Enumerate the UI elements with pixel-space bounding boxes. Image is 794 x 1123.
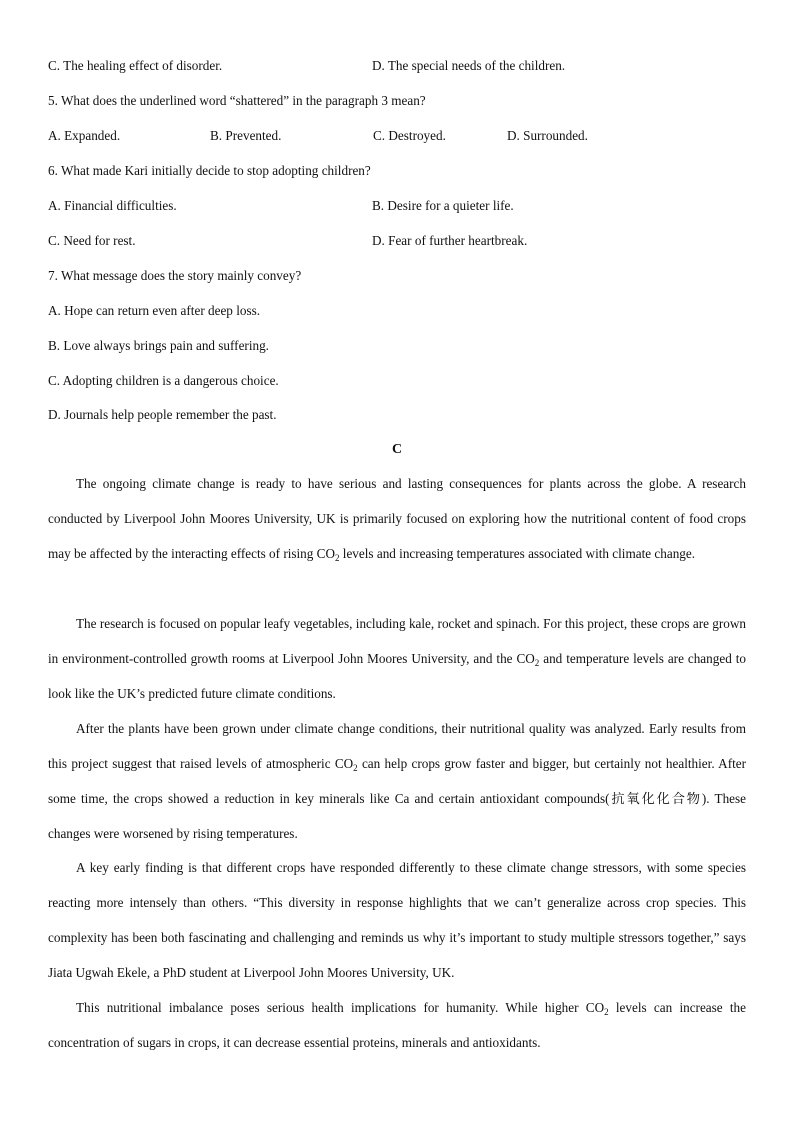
q7-option-d: D. Journals help people remember the past. (48, 407, 277, 422)
paragraph-text: and temperature levels are changed to look like the UK’s predicted future climate conditions. (48, 650, 746, 701)
section-c-title: C (391, 442, 403, 457)
section-c-paragraph-1 (48, 467, 746, 572)
q6-option-a: A. Financial difficulties. (48, 198, 177, 213)
q7-question: 7. What message does the story mainly convey? (48, 268, 302, 283)
paragraph-text: After the plants have been grown under climate change conditions, their nutritional quality was analyzed. Early results from this project suggest that raised levels of atmospheric CO (48, 721, 746, 771)
section-c-paragraph-2 (48, 607, 746, 712)
q6-option-b: B. Desire for a quieter life. (372, 198, 514, 213)
q5-option-a: A. Expanded. (48, 128, 121, 143)
subscript: 2 (334, 552, 340, 563)
q5-option-b: B. Prevented. (210, 128, 282, 143)
paragraph-text: The research is focused on popular leafy vegetables, including kale, rocket and spinach. For this project, these crops are grown in environment-controlled growth rooms at Liverpool John Moores University, and the CO (48, 616, 746, 666)
q7-option-a: A. Hope can return even after deep loss. (48, 303, 261, 318)
q6-option-d: D. Fear of further heartbreak. (372, 233, 528, 248)
paragraph-text: levels and increasing temperatures associated with climate change. (339, 545, 696, 561)
section-c-paragraph-5 (48, 991, 746, 1061)
q6-option-c: C. Need for rest. (48, 233, 136, 248)
q5-option-c: C. Destroyed. (373, 128, 446, 143)
q4-option-d: D. The special needs of the children. (372, 58, 566, 73)
subscript: 2 (604, 1007, 609, 1017)
q4-option-c: C. The healing effect of disorder. (48, 58, 223, 73)
paragraph-text: can help crops grow faster and bigger, but certainly not healthier. After some time, the crops showed a reduction in key minerals like Ca and certain antioxidant compounds(抗氧化化合物). These changes were worsened by rising temperatures. (48, 755, 746, 841)
paragraph-text: levels can increase the concentration of sugars in crops, it can decrease essential proteins, minerals and antioxidants. (48, 1000, 746, 1050)
paragraph-text: The ongoing climate change is ready to have serious and lasting consequences for plants across the globe. A research conducted by Liverpool John Moores University, UK is primarily focused on exploring how the nutritional content of food crops may be affected by the interacting effects of rising CO (48, 476, 746, 561)
q7-option-b: B. Love always brings pain and suffering. (48, 338, 269, 353)
subscript: 2 (353, 762, 358, 773)
q5-option-d: D. Surrounded. (507, 128, 588, 143)
section-c-paragraph-4: A key early finding is that different crops have responded differently to these climate change stressors, with some species reacting more intensely than others. “This diversity in response highlights that we can’t generalize across crop species. This complexity has been both fascinating and challenging and reminds us why it’s important to study multiple stressors together,” says Jiata Ugwah Ekele, a PhD student at Liverpool John Moores University, UK. (48, 860, 746, 980)
q5-question: 5. What does the underlined word “shattered” in the paragraph 3 mean? (48, 93, 426, 108)
subscript: 2 (534, 657, 540, 668)
q7-option-c: C. Adopting children is a dangerous choice. (48, 373, 279, 388)
section-c-paragraph-3 (48, 712, 746, 852)
q6-question: 6. What made Kari initially decide to stop adopting children? (48, 163, 371, 178)
paragraph-text: This nutritional imbalance poses serious health implications for humanity. While higher CO (76, 1000, 605, 1015)
